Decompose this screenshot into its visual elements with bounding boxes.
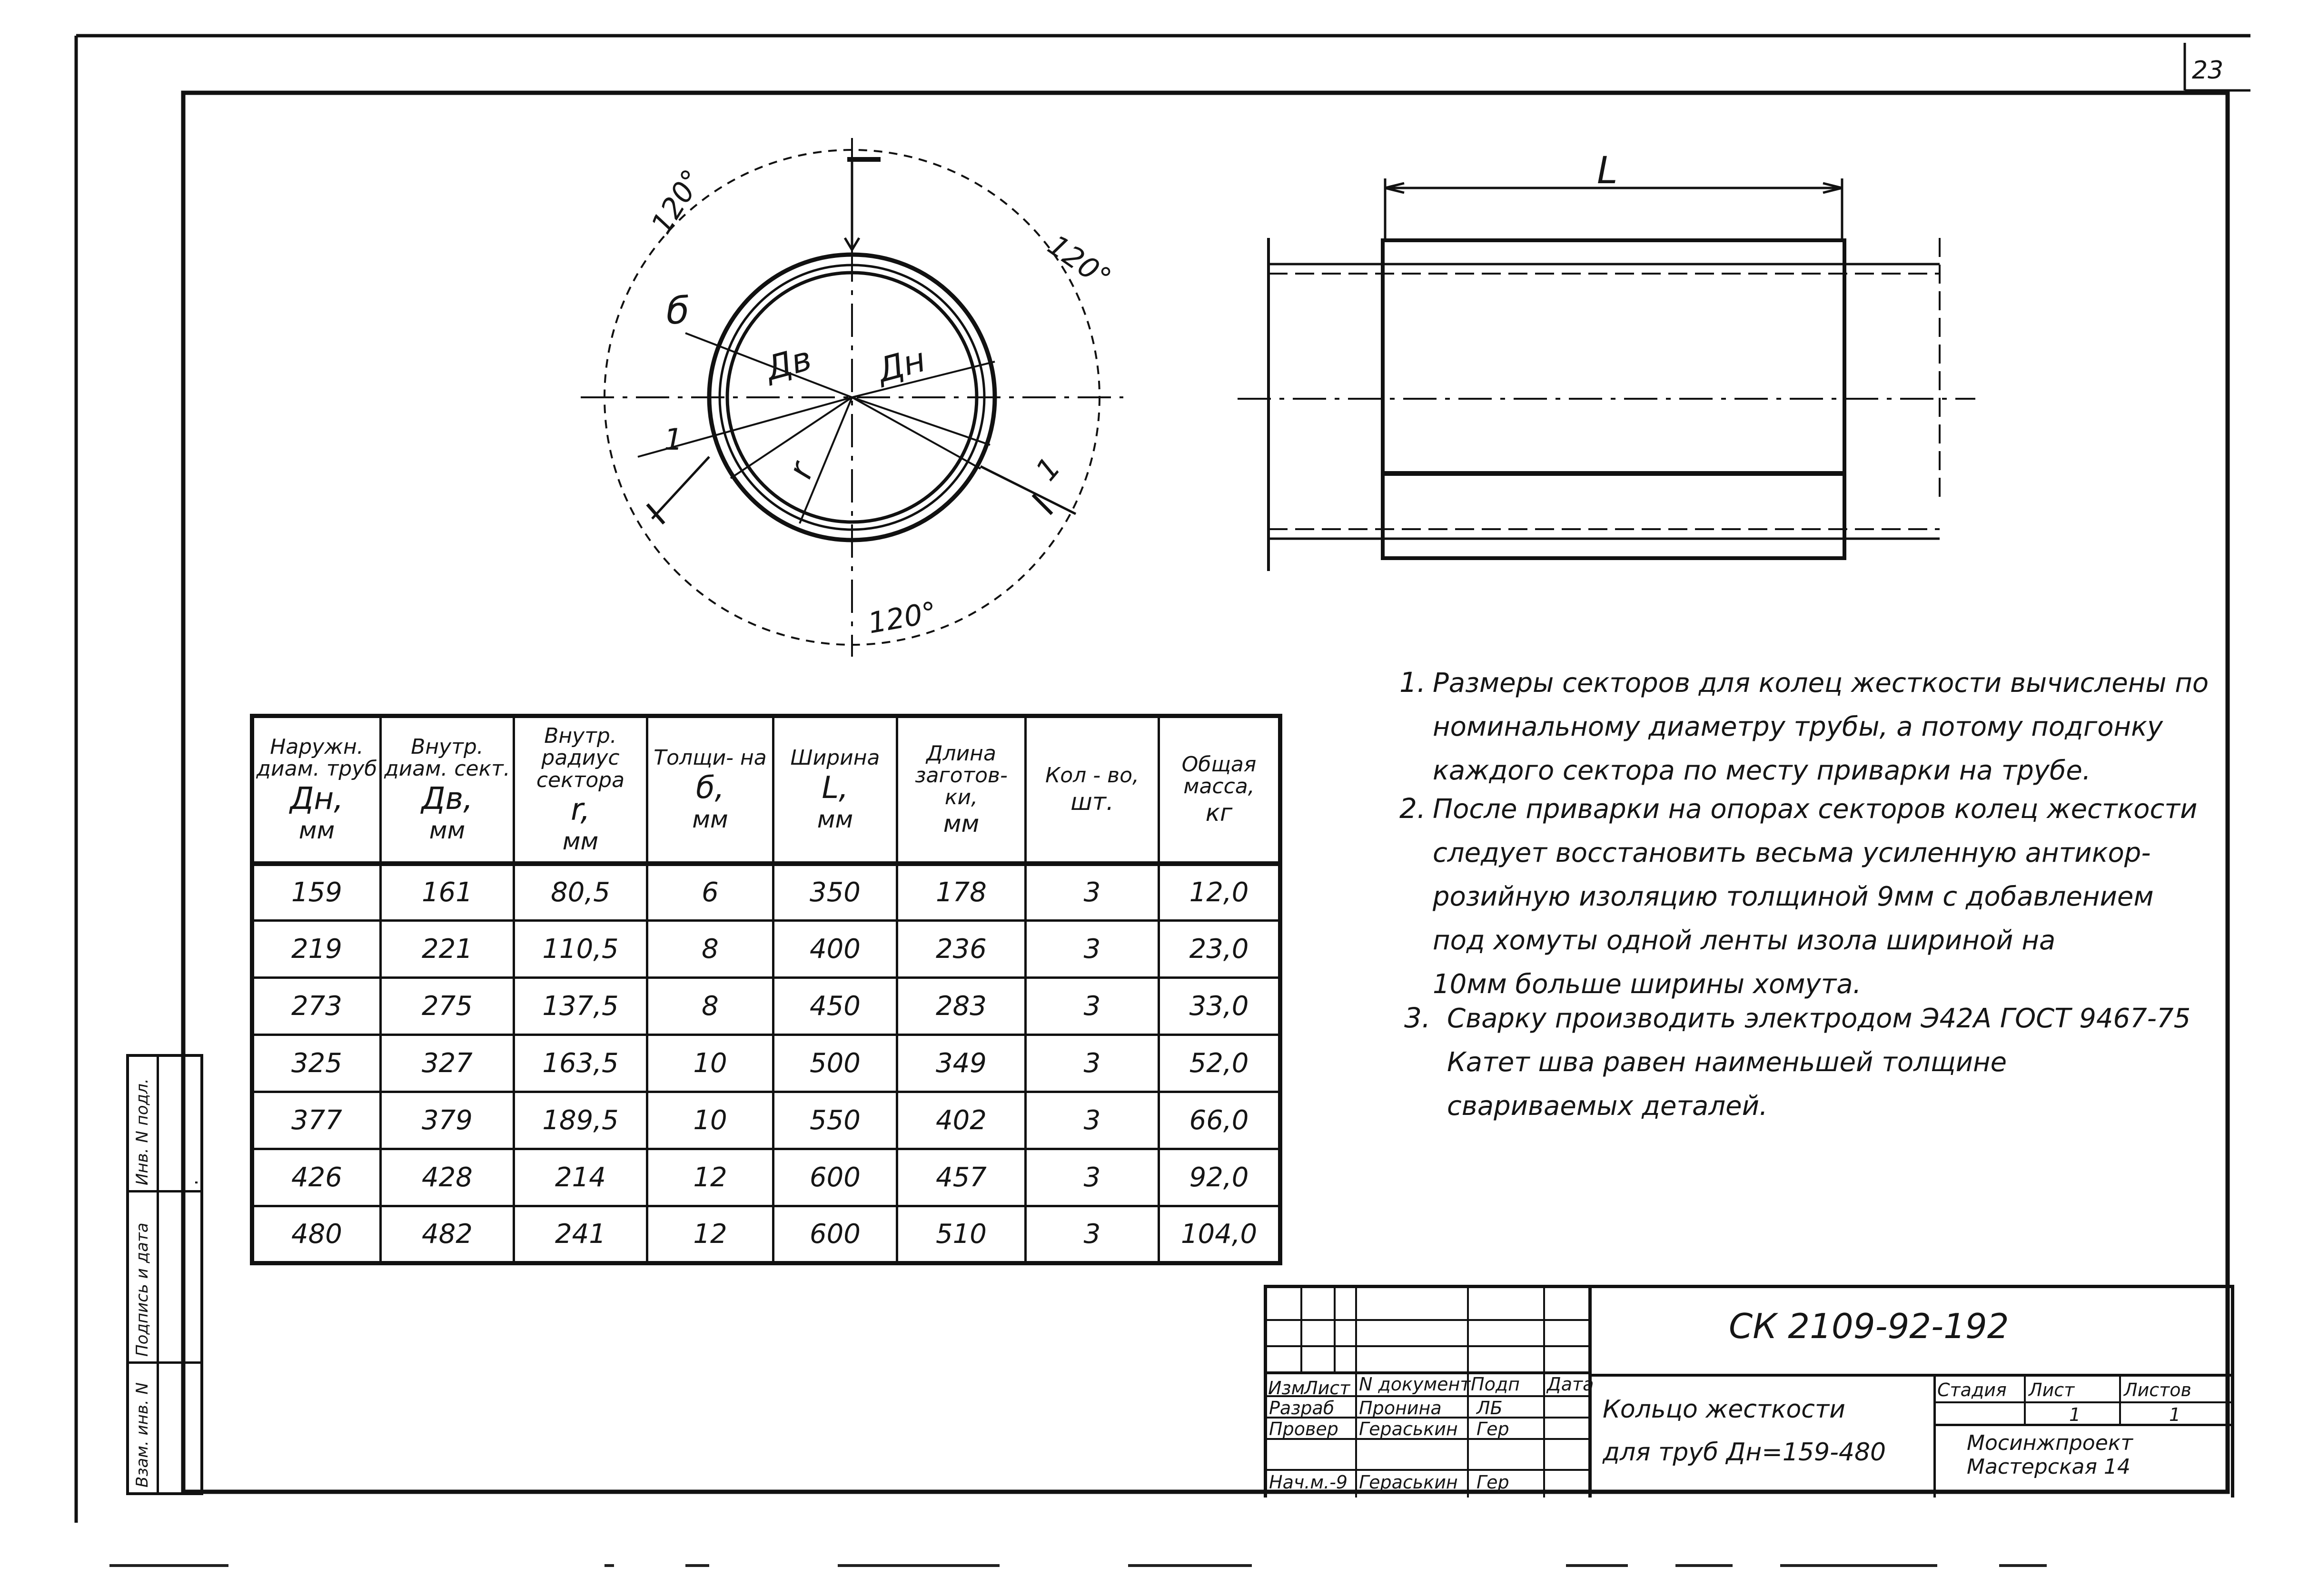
table-cell: 80,5 bbox=[514, 864, 647, 921]
note-2-number: 2. bbox=[1399, 792, 1426, 825]
table-cell: 189,5 bbox=[514, 1092, 647, 1149]
tb-sheets-value: 1 bbox=[2169, 1404, 2181, 1425]
note-2-text bbox=[1433, 788, 2197, 1006]
label-outer-diameter: Дн bbox=[873, 340, 930, 390]
note-line: свариваемых деталей. bbox=[1447, 1091, 1768, 1122]
table-cell: 8 bbox=[647, 978, 773, 1035]
table-cell: 3 bbox=[1026, 1206, 1159, 1263]
header-inner-diameter: Внутр. диам. сект. Дв, мм bbox=[381, 716, 514, 864]
ring-dimensions-table bbox=[250, 714, 1282, 1265]
note-line: Катет шва равен наименьшей толщине bbox=[1447, 1047, 2007, 1078]
table-cell: 10 bbox=[647, 1092, 773, 1149]
note-1-text bbox=[1433, 661, 2209, 793]
side-stamp-label-replaced-inv: Взам. инв. N bbox=[133, 1382, 152, 1488]
label-thickness: б bbox=[666, 290, 690, 333]
header-quantity: Кол - во, шт. bbox=[1026, 716, 1159, 864]
note-line: Сварку производить электродом Э42А ГОСТ 9467-75 bbox=[1447, 1003, 2191, 1034]
side-stamp-label-signature-date: Подпись и дата bbox=[133, 1222, 152, 1357]
tb-name-developer: Пронина bbox=[1359, 1398, 1442, 1419]
table-cell: 159 bbox=[252, 864, 381, 921]
table-row bbox=[252, 1035, 1280, 1092]
label-radius: r bbox=[780, 457, 822, 484]
table-cell: 426 bbox=[252, 1149, 381, 1206]
table-cell: 214 bbox=[514, 1149, 647, 1206]
tb-col-date: Дата bbox=[1547, 1374, 1594, 1395]
tb-sign-developer: ЛБ bbox=[1477, 1398, 1503, 1419]
document-title-line1: Кольцо жесткости bbox=[1603, 1395, 1845, 1424]
table-cell: 8 bbox=[647, 921, 773, 978]
table-cell: 137,5 bbox=[514, 978, 647, 1035]
table-cell: 480 bbox=[252, 1206, 381, 1263]
header-thickness: Толщи- на б, мм bbox=[647, 716, 773, 864]
table-cell: 3 bbox=[1026, 978, 1159, 1035]
table-row bbox=[252, 978, 1280, 1035]
header-total-mass: Общая масса, кг bbox=[1159, 716, 1280, 864]
table-cell: 3 bbox=[1026, 1035, 1159, 1092]
note-line: Размеры секторов для колец жесткости вычислены по bbox=[1433, 668, 2209, 699]
header-blank-length: Длина заготов- ки, мм bbox=[897, 716, 1026, 864]
document-title-line2: для труб Дн=159-480 bbox=[1603, 1438, 1886, 1467]
document-code: СК 2109-92-192 bbox=[1729, 1306, 2009, 1346]
page-number: 23 bbox=[2192, 56, 2224, 85]
table-header-row bbox=[252, 716, 1280, 864]
table-cell: 275 bbox=[381, 978, 514, 1035]
table-cell: 10 bbox=[647, 1035, 773, 1092]
table-row bbox=[252, 1149, 1280, 1206]
tb-org-line1: Мосинжпроект bbox=[1967, 1431, 2133, 1455]
table-cell: 241 bbox=[514, 1206, 647, 1263]
table-cell: 178 bbox=[897, 864, 1026, 921]
table-cell: 221 bbox=[381, 921, 514, 978]
title-block bbox=[1264, 1285, 2234, 1497]
tb-sheets-label: Листов bbox=[2124, 1379, 2191, 1400]
ring-side-view bbox=[1238, 178, 1975, 571]
angle-label-top-right: 120° bbox=[1041, 228, 1117, 296]
note-3-text bbox=[1447, 997, 2190, 1128]
note-line: каждого сектора по месту приварки на трубе. bbox=[1433, 755, 2091, 786]
note-line: следует восстановить весьма усиленную антикор- bbox=[1433, 837, 2151, 868]
table-cell: 52,0 bbox=[1159, 1035, 1280, 1092]
table-cell: 327 bbox=[381, 1035, 514, 1092]
table-cell: 3 bbox=[1026, 864, 1159, 921]
side-stamp-label-original-inv: Инв. N подл. bbox=[133, 1078, 152, 1185]
tb-sign-head: Гер bbox=[1477, 1472, 1509, 1493]
table-cell: 482 bbox=[381, 1206, 514, 1263]
table-cell: 379 bbox=[381, 1092, 514, 1149]
table-cell: 23,0 bbox=[1159, 921, 1280, 978]
table-cell: 12,0 bbox=[1159, 864, 1280, 921]
note-line: 10мм больше ширины хомута. bbox=[1433, 969, 1862, 1000]
table-cell: 219 bbox=[252, 921, 381, 978]
table-cell: 110,5 bbox=[514, 921, 647, 978]
note-line: После приварки на опорах секторов колец жесткости bbox=[1433, 794, 2198, 825]
tb-role-developer: Разраб bbox=[1269, 1398, 1335, 1419]
header-width: Ширина L, мм bbox=[773, 716, 897, 864]
table-cell: 236 bbox=[897, 921, 1026, 978]
table-cell: 350 bbox=[773, 864, 897, 921]
tb-col-sheet: Лист bbox=[1304, 1378, 1350, 1399]
note-line: под хомуты одной ленты изола шириной на bbox=[1433, 925, 2056, 956]
table-cell: 92,0 bbox=[1159, 1149, 1280, 1206]
label-gap-left: 1 bbox=[664, 422, 683, 457]
side-stamp bbox=[126, 1054, 203, 1495]
table-cell: 273 bbox=[252, 978, 381, 1035]
tb-sign-checker: Гер bbox=[1477, 1419, 1509, 1439]
tb-sheet-label: Лист bbox=[2029, 1379, 2075, 1400]
table-cell: 428 bbox=[381, 1149, 514, 1206]
tb-name-checker: Гераськин bbox=[1359, 1419, 1458, 1439]
table-cell: 500 bbox=[773, 1035, 897, 1092]
angle-label-top-left: 120° bbox=[644, 164, 710, 240]
tb-role-checker: Провер bbox=[1269, 1419, 1338, 1439]
table-cell: 325 bbox=[252, 1035, 381, 1092]
table-cell: 66,0 bbox=[1159, 1092, 1280, 1149]
note-line: номинальному диаметру трубы, а потому подгонку bbox=[1433, 711, 2163, 742]
label-gap-right: 1 bbox=[1029, 450, 1068, 487]
table-cell: 550 bbox=[773, 1092, 897, 1149]
label-length: L bbox=[1597, 149, 1618, 192]
table-cell: 600 bbox=[773, 1206, 897, 1263]
table-cell: 600 bbox=[773, 1149, 897, 1206]
table-cell: 377 bbox=[252, 1092, 381, 1149]
table-row bbox=[252, 1206, 1280, 1263]
table-cell: 510 bbox=[897, 1206, 1026, 1263]
tb-org-line2: Мастерская 14 bbox=[1967, 1455, 2131, 1479]
tb-role-head: Нач.м.-9 bbox=[1269, 1472, 1348, 1493]
tb-name-head: Гераськин bbox=[1359, 1472, 1458, 1493]
table-cell: 161 bbox=[381, 864, 514, 921]
table-cell: 33,0 bbox=[1159, 978, 1280, 1035]
note-3-number: 3. bbox=[1404, 1002, 1431, 1034]
table-cell: 6 bbox=[647, 864, 773, 921]
header-inner-radius: Внутр. радиус сектора r, мм bbox=[514, 716, 647, 864]
table-cell: 3 bbox=[1026, 1092, 1159, 1149]
note-line: розийную изоляцию толщиной 9мм с добавлением bbox=[1433, 881, 2154, 912]
table-cell: 402 bbox=[897, 1092, 1026, 1149]
table-cell: 12 bbox=[647, 1149, 773, 1206]
table-cell: 457 bbox=[897, 1149, 1026, 1206]
table-cell: 450 bbox=[773, 978, 897, 1035]
table-row bbox=[252, 864, 1280, 921]
label-inner-diameter: Дв bbox=[761, 339, 816, 389]
table-cell: 400 bbox=[773, 921, 897, 978]
table-cell: 163,5 bbox=[514, 1035, 647, 1092]
tb-col-document: N документ bbox=[1359, 1374, 1471, 1395]
table-cell: 12 bbox=[647, 1206, 773, 1263]
table-cell: 349 bbox=[897, 1035, 1026, 1092]
angle-label-bottom: 120° bbox=[865, 595, 940, 640]
table-row bbox=[252, 1092, 1280, 1149]
header-outer-diameter: Наружн. диам. труб Дн, мм bbox=[252, 716, 381, 864]
tb-col-signature: Подп bbox=[1471, 1374, 1520, 1395]
note-1-number: 1. bbox=[1399, 666, 1426, 699]
tb-sheet-value: 1 bbox=[2069, 1404, 2081, 1425]
table-cell: 104,0 bbox=[1159, 1206, 1280, 1263]
tb-col-change: Изм bbox=[1268, 1378, 1305, 1399]
table-cell: 3 bbox=[1026, 921, 1159, 978]
tb-stage-label: Стадия bbox=[1937, 1379, 2007, 1400]
table-cell: 283 bbox=[897, 978, 1026, 1035]
table-row bbox=[252, 921, 1280, 978]
table-cell: 3 bbox=[1026, 1149, 1159, 1206]
